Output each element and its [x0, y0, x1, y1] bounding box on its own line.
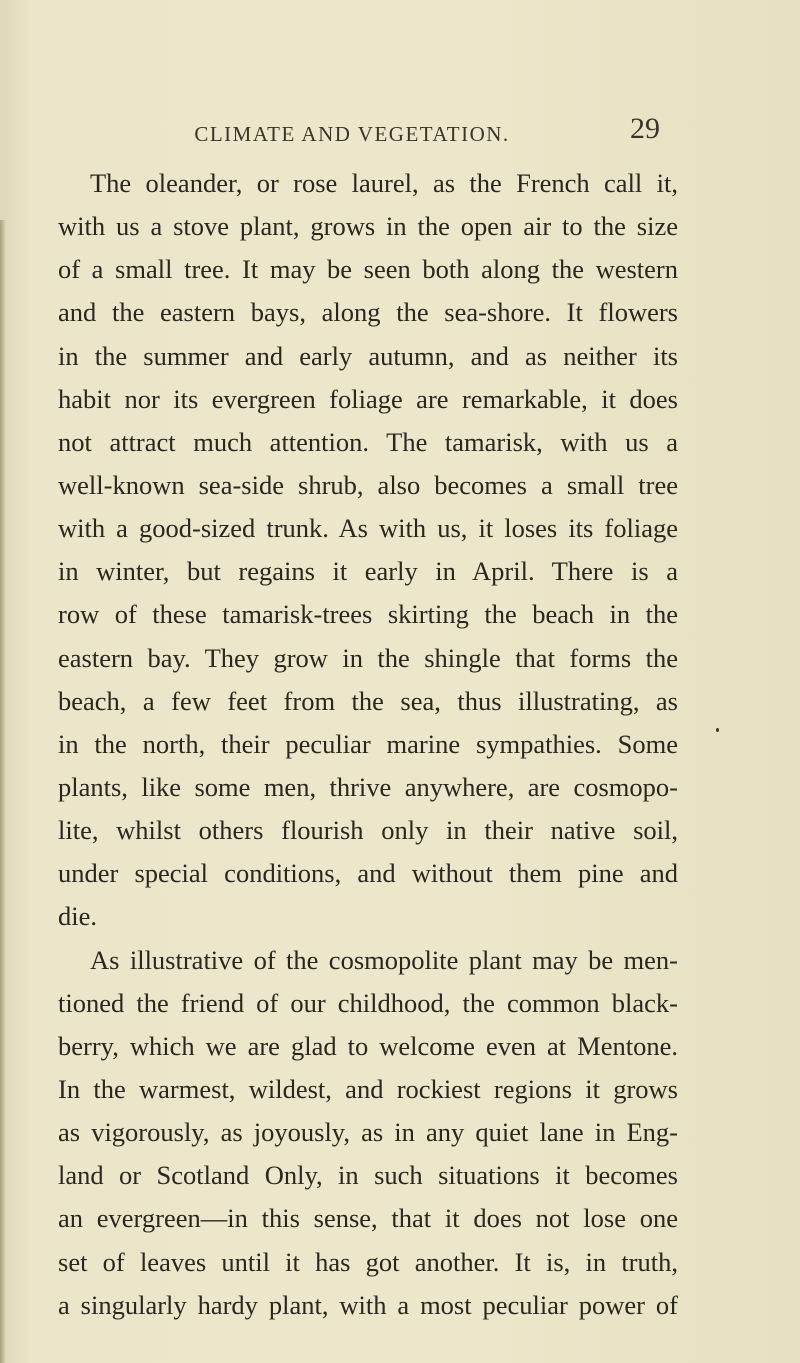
- text-line: with a good-sized trunk. As with us, it loses its foliage: [58, 513, 678, 544]
- text-line: not attract much attention. The tamarisk, with us a: [58, 426, 678, 457]
- text-line: and the eastern bays, along the sea-shore. It flowers: [58, 297, 678, 328]
- text-line: set of leaves until it has got another. It is, in truth,: [58, 1246, 678, 1277]
- running-head: CLIMATE AND VEGETATION.: [194, 122, 510, 146]
- text-line: an evergreen—in this sense, that it does not lose one: [58, 1203, 678, 1234]
- text-line: with us a stove plant, grows in the open air to the size: [58, 211, 678, 242]
- text-line: habit nor its evergreen foliage are remarkable, it does: [58, 383, 678, 414]
- text-line: berry, which we are glad to welcome even at Mentone.: [58, 1030, 678, 1061]
- text-line: of a small tree. It may be seen both along the western: [58, 254, 678, 285]
- text-line: under special conditions, and without them pine and: [58, 858, 678, 889]
- text-line: a singularly hardy plant, with a most peculiar power of: [58, 1289, 678, 1320]
- text-line: row of these tamarisk-trees skirting the beach in the: [58, 599, 678, 630]
- body-text: [58, 162, 678, 1327]
- text-line: lite, whilst others flourish only in their native soil,: [58, 815, 678, 846]
- text-line: in winter, but regains it early in April. There is a: [58, 556, 678, 587]
- text-line: in the summer and early autumn, and as neither its: [58, 340, 678, 371]
- text-line: beach, a few feet from the sea, thus illustrating, as: [58, 685, 678, 716]
- text-line: In the warmest, wildest, and rockiest regions it grows: [58, 1073, 678, 1104]
- text-line: plants, like some men, thrive anywhere, are cosmopo-: [58, 771, 678, 802]
- text-line: eastern bay. They grow in the shingle that forms the: [58, 642, 678, 673]
- gutter-shadow: [0, 220, 6, 1363]
- text-line: as vigorously, as joyously, as in any quiet lane in Eng-: [58, 1117, 678, 1148]
- page-number: 29: [630, 112, 660, 145]
- text-line: in the north, their peculiar marine sympathies. Some: [58, 728, 678, 759]
- ink-speck: [716, 728, 719, 732]
- text-line: As illustrative of the cosmopolite plant may be men-: [90, 944, 678, 975]
- text-line: land or Scotland Only, in such situations it becomes: [58, 1160, 678, 1191]
- text-line: die.: [58, 901, 97, 932]
- text-line: tioned the friend of our childhood, the common black-: [58, 987, 678, 1018]
- text-line: well-known sea-side shrub, also becomes a small tree: [58, 469, 678, 500]
- text-line: The oleander, or rose laurel, as the French call it,: [90, 168, 678, 198]
